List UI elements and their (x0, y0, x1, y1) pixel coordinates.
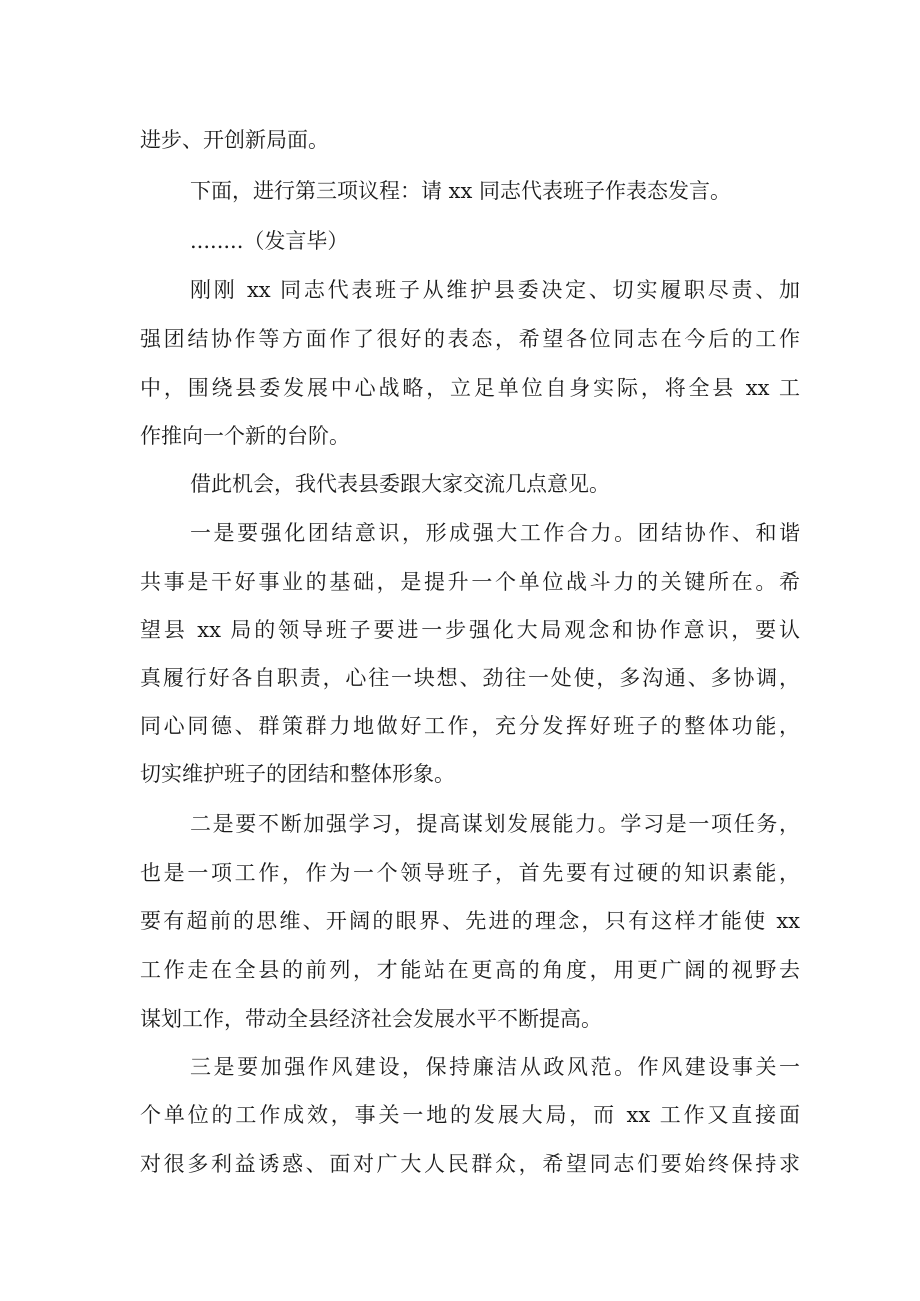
text-line: 个单位的工作成效，事关一地的发展大局，而 xx 工作又直接面 (140, 1103, 800, 1127)
text-line: 也是一项工作，作为一个领导班子，首先要有过硬的知识素能， (140, 861, 800, 885)
text-line: 刚刚 xx 同志代表班子从维护县委决定、切实履职尽责、加 (190, 278, 800, 302)
text-line: 一是要强化团结意识，形成强大工作合力。团结协作、和谐 (190, 521, 800, 545)
text-line: 进步、开创新局面。 (140, 128, 329, 152)
text-line: 作推向一个新的台阶。 (140, 424, 350, 448)
text-line: 真履行好各自职责，心往一块想、劲往一处使，多沟通、多协调， (140, 666, 800, 690)
text-line: 借此机会，我代表县委跟大家交流几点意见。 (190, 472, 610, 496)
text-line: 望县 xx 局的领导班子要进一步强化大局观念和协作意识，要认 (140, 618, 800, 642)
text-line: 工作走在全县的前列，才能站在更高的角度，用更广阔的视野去 (140, 958, 800, 982)
text-line: ........（发言毕） (190, 229, 349, 253)
text-line: 同心同德、群策群力地做好工作，充分发挥好班子的整体功能， (140, 714, 800, 738)
text-line: 二是要不断加强学习，提高谋划发展能力。学习是一项任务， (190, 812, 800, 836)
text-line: 三是要加强作风建设，保持廉洁从政风范。作风建设事关一 (190, 1055, 800, 1079)
text-line: 中，围绕县委发展中心战略，立足单位自身实际，将全县 xx 工 (140, 376, 800, 400)
text-line: 要有超前的思维、开阔的眼界、先进的理念，只有这样才能使 xx (140, 909, 800, 933)
text-line: 共事是干好事业的基础，是提升一个单位战斗力的关键所在。希 (140, 570, 800, 594)
text-line: 谋划工作，带动全县经济社会发展水平不断提高。 (140, 1007, 602, 1031)
text-line: 切实维护班子的团结和整体形象。 (140, 762, 455, 786)
text-line: 对很多利益诱惑、面对广大人民群众，希望同志们要始终保持求 (140, 1152, 800, 1176)
text-line: 强团结协作等方面作了很好的表态，希望各位同志在今后的工作 (140, 327, 800, 351)
text-line: 下面，进行第三项议程：请 xx 同志代表班子作表态发言。 (190, 179, 732, 203)
